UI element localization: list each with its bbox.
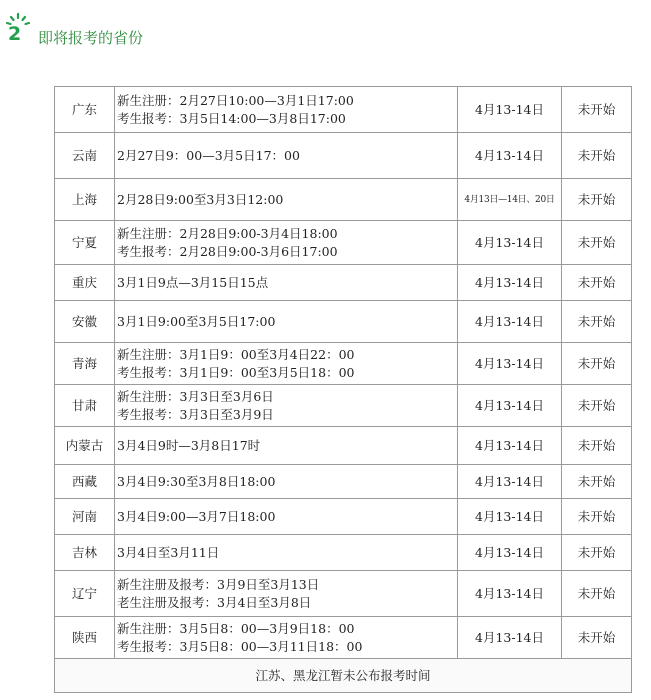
status-cell: 未开始 bbox=[562, 427, 632, 465]
exam-date-cell: 4月13-14日 bbox=[458, 465, 562, 499]
province-cell: 宁夏 bbox=[55, 221, 115, 265]
province-cell: 上海 bbox=[55, 179, 115, 221]
table-body bbox=[55, 87, 632, 693]
registration-time-cell bbox=[115, 301, 458, 343]
registration-time-line: 老生注册及报考：3月4日至3月8日 bbox=[117, 594, 312, 610]
table-row bbox=[55, 133, 632, 179]
status-cell: 未开始 bbox=[562, 179, 632, 221]
registration-time-cell bbox=[115, 343, 458, 385]
exam-date-cell: 4月13-14日 bbox=[458, 571, 562, 617]
table-row bbox=[55, 179, 632, 221]
registration-time-line: 2月28日9:00至3月3日12:00 bbox=[117, 191, 284, 207]
status-cell: 未开始 bbox=[562, 221, 632, 265]
registration-time-cell bbox=[115, 221, 458, 265]
registration-time-line: 3月4日9:30至3月8日18:00 bbox=[117, 473, 276, 489]
province-cell: 吉林 bbox=[55, 535, 115, 571]
province-cell: 青海 bbox=[55, 343, 115, 385]
table-row bbox=[55, 427, 632, 465]
registration-time-cell bbox=[115, 87, 458, 133]
table-row bbox=[55, 571, 632, 617]
registration-time-line: 新生注册：3月3日至3月6日 bbox=[117, 388, 274, 404]
registration-time-line: 新生注册：3月5日8：00—3月9日18：00 bbox=[117, 620, 355, 636]
table-row bbox=[55, 221, 632, 265]
table-row bbox=[55, 343, 632, 385]
registration-time-line: 3月4日至3月11日 bbox=[117, 544, 220, 560]
registration-time-cell bbox=[115, 499, 458, 535]
exam-date-cell: 4月13-14日 bbox=[458, 499, 562, 535]
registration-time-line: 3月4日9时—3月8日17时 bbox=[117, 437, 261, 453]
registration-time-cell bbox=[115, 385, 458, 427]
registration-time-cell bbox=[115, 535, 458, 571]
registration-time-line: 考生报考：3月1日9：00至3月5日18：00 bbox=[117, 364, 355, 380]
exam-date-cell: 4月13-14日 bbox=[458, 535, 562, 571]
registration-time-cell bbox=[115, 465, 458, 499]
registration-time-line: 2月27日9：00—3月5日17：00 bbox=[117, 147, 300, 163]
province-cell: 甘肃 bbox=[55, 385, 115, 427]
registration-time-line: 新生注册：2月28日9:00-3月4日18:00 bbox=[117, 225, 338, 241]
status-cell: 未开始 bbox=[562, 571, 632, 617]
table-row bbox=[55, 385, 632, 427]
registration-time-cell bbox=[115, 427, 458, 465]
registration-schedule-table bbox=[54, 86, 632, 693]
registration-time-line: 考生报考：3月5日14:00—3月8日17:00 bbox=[117, 110, 346, 126]
province-cell: 陕西 bbox=[55, 617, 115, 659]
table-row bbox=[55, 465, 632, 499]
exam-date-cell: 4月13-14日 bbox=[458, 427, 562, 465]
status-cell: 未开始 bbox=[562, 535, 632, 571]
status-cell: 未开始 bbox=[562, 617, 632, 659]
registration-time-line: 3月1日9:00至3月5日17:00 bbox=[117, 313, 276, 329]
registration-time-cell bbox=[115, 265, 458, 301]
table-row bbox=[55, 87, 632, 133]
table-row bbox=[55, 617, 632, 659]
registration-time-line: 新生注册及报考：3月9日至3月13日 bbox=[117, 576, 320, 592]
province-cell: 内蒙古 bbox=[55, 427, 115, 465]
province-cell: 辽宁 bbox=[55, 571, 115, 617]
exam-date-cell: 4月13-14日 bbox=[458, 221, 562, 265]
registration-time-line: 新生注册：2月27日10:00—3月1日17:00 bbox=[117, 92, 354, 108]
registration-time-line: 3月1日9点—3月15日15点 bbox=[117, 274, 269, 290]
status-cell: 未开始 bbox=[562, 133, 632, 179]
registration-time-cell bbox=[115, 571, 458, 617]
status-cell: 未开始 bbox=[562, 265, 632, 301]
status-cell: 未开始 bbox=[562, 499, 632, 535]
registration-time-cell bbox=[115, 133, 458, 179]
exam-date-cell: 4月13日—14日、20日 bbox=[458, 179, 562, 221]
note-row bbox=[55, 659, 632, 693]
note-cell: 江苏、黑龙江暂未公布报考时间 bbox=[55, 659, 632, 693]
exam-date-cell: 4月13-14日 bbox=[458, 301, 562, 343]
registration-time-line: 考生报考：3月3日至3月9日 bbox=[117, 406, 274, 422]
table-row bbox=[55, 535, 632, 571]
province-cell: 安徽 bbox=[55, 301, 115, 343]
registration-time-line: 考生报考：2月28日9:00-3月6日17:00 bbox=[117, 243, 338, 259]
province-cell: 河南 bbox=[55, 499, 115, 535]
status-cell: 未开始 bbox=[562, 385, 632, 427]
section-number: 2 bbox=[8, 23, 22, 45]
exam-date-cell: 4月13-14日 bbox=[458, 617, 562, 659]
exam-date-cell: 4月13-14日 bbox=[458, 133, 562, 179]
registration-time-cell bbox=[115, 617, 458, 659]
section-title: 即将报考的省份 bbox=[38, 29, 144, 47]
province-cell: 重庆 bbox=[55, 265, 115, 301]
province-cell: 西藏 bbox=[55, 465, 115, 499]
table-row bbox=[55, 499, 632, 535]
registration-time-line: 新生注册：3月1日9：00至3月4日22：00 bbox=[117, 346, 355, 362]
exam-date-cell: 4月13-14日 bbox=[458, 265, 562, 301]
registration-time-line: 3月4日9:00—3月7日18:00 bbox=[117, 508, 276, 524]
exam-date-cell: 4月13-14日 bbox=[458, 343, 562, 385]
registration-time-line: 考生报考：3月5日8：00—3月11日18：00 bbox=[117, 638, 363, 654]
status-cell: 未开始 bbox=[562, 301, 632, 343]
table-row bbox=[55, 265, 632, 301]
table-row bbox=[55, 301, 632, 343]
exam-date-cell: 4月13-14日 bbox=[458, 385, 562, 427]
status-cell: 未开始 bbox=[562, 343, 632, 385]
section-heading bbox=[4, 12, 304, 48]
status-cell: 未开始 bbox=[562, 87, 632, 133]
exam-date-cell: 4月13-14日 bbox=[458, 87, 562, 133]
status-cell: 未开始 bbox=[562, 465, 632, 499]
province-cell: 云南 bbox=[55, 133, 115, 179]
province-cell: 广东 bbox=[55, 87, 115, 133]
registration-time-cell bbox=[115, 179, 458, 221]
